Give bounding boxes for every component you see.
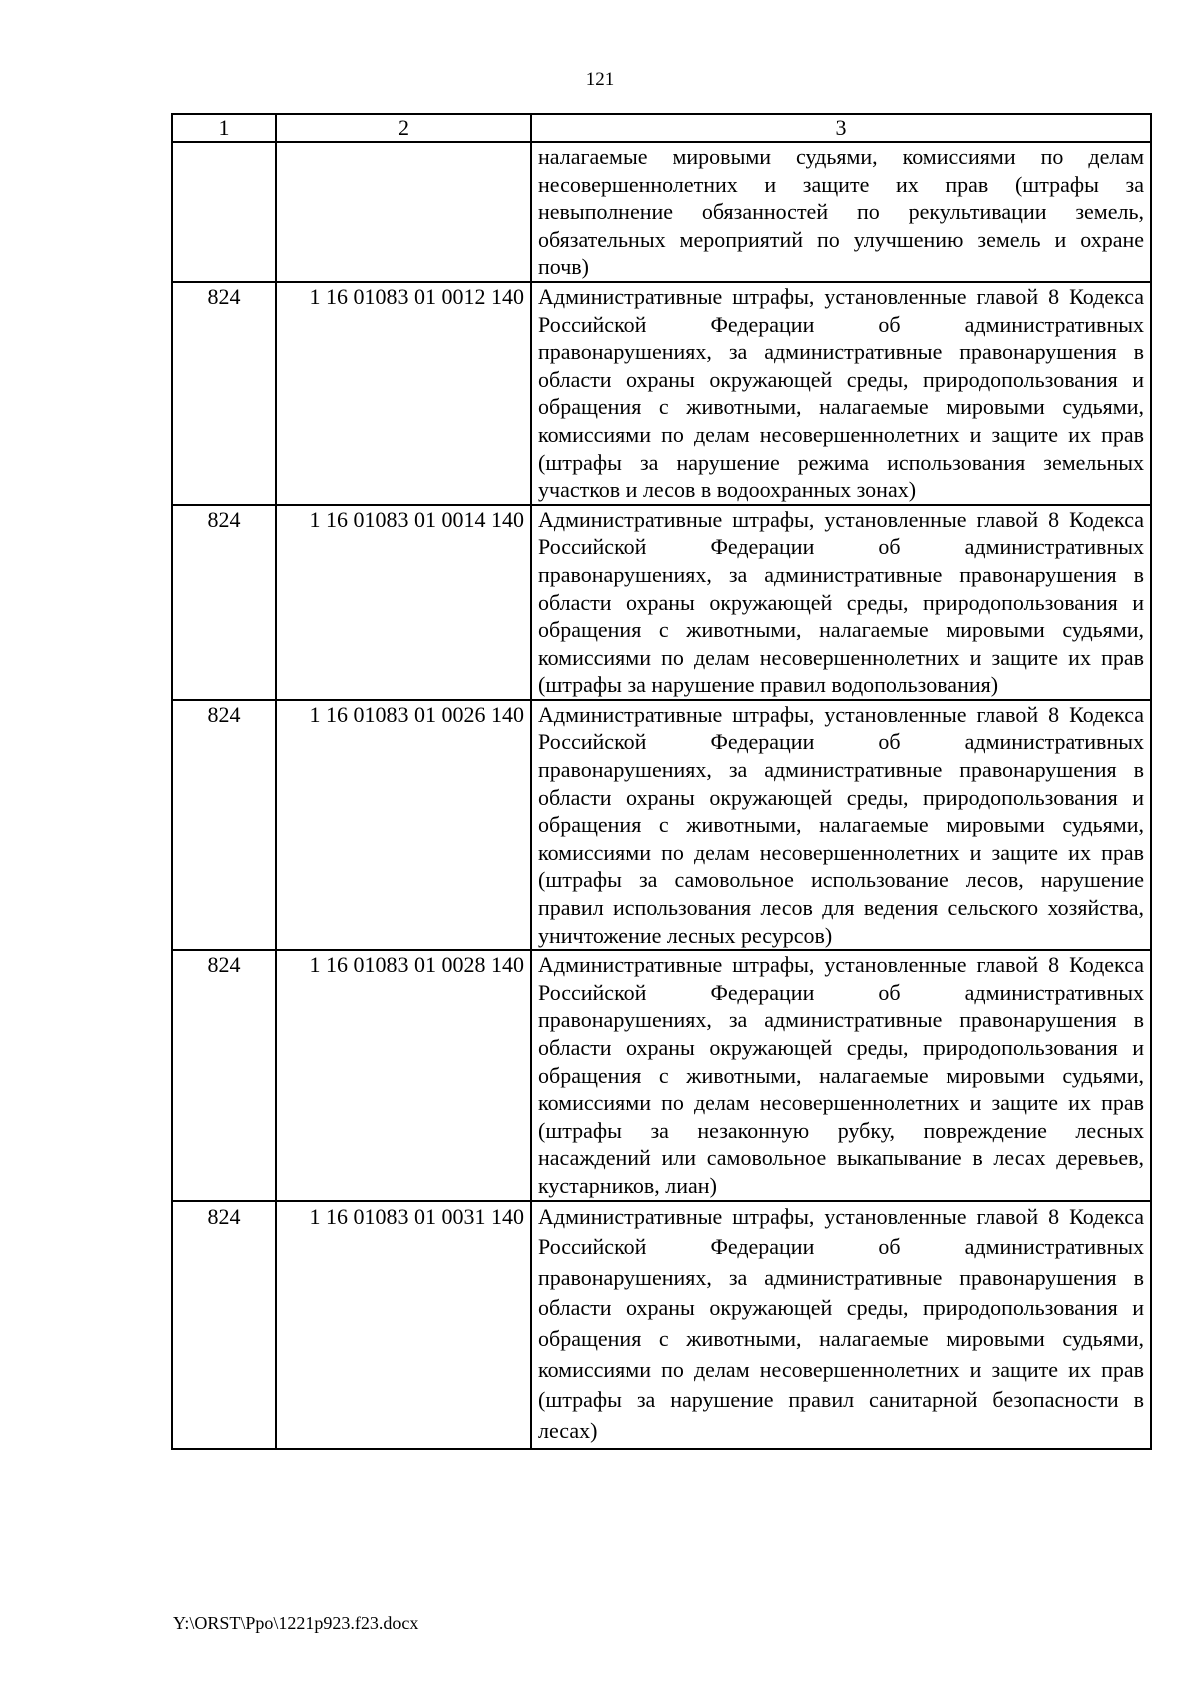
admin-code-cell: 824	[172, 1201, 276, 1450]
table-row-continuation	[172, 142, 1151, 282]
table-header-row	[172, 114, 1151, 142]
table-row	[172, 282, 1151, 505]
budget-code-cell: 1 16 01083 01 0014 140	[276, 505, 531, 700]
table-row	[172, 950, 1151, 1200]
page-number: 121	[585, 69, 615, 90]
admin-code-cell	[172, 142, 276, 282]
description-cell: налагаемые мировыми судьями, комиссиями по делам несовершеннолетних и защите их прав (штрафы за невыполнение обязанностей по рекультивации земель, обязательных мероприятий по улучшению земель и охране почв)	[531, 142, 1151, 282]
budget-codes-table	[171, 113, 1152, 1450]
table-row	[172, 505, 1151, 700]
admin-code-cell: 824	[172, 505, 276, 700]
table-row	[172, 700, 1151, 950]
admin-code-cell: 824	[172, 282, 276, 505]
table-row	[172, 1201, 1151, 1450]
description-cell: Административные штрафы, установленные главой 8 Кодекса Российской Федерации об административных правонарушениях, за административные правонарушения в области охраны окружающей среды, природопользования и обращения с животными, налагаемые мировыми судьями, комиссиями по делам несовершеннолетних и защите их прав (штрафы за незаконную рубку, повреждение лесных насаждений или самовольное выкапывание в лесах деревьев, кустарников, лиан)	[531, 950, 1151, 1200]
column-header-2: 2	[276, 114, 531, 142]
description-cell: Административные штрафы, установленные главой 8 Кодекса Российской Федерации об административных правонарушениях, за административные правонарушения в области охраны окружающей среды, природопользования и обращения с животными, налагаемые мировыми судьями, комиссиями по делам несовершеннолетних и защите их прав (штрафы за самовольное использование лесов, нарушение правил использования лесов для ведения сельского хозяйства, уничтожение лесных ресурсов)	[531, 700, 1151, 950]
budget-code-cell	[276, 142, 531, 282]
budget-code-cell: 1 16 01083 01 0012 140	[276, 282, 531, 505]
description-cell: Административные штрафы, установленные главой 8 Кодекса Российской Федерации об административных правонарушениях, за административные правонарушения в области охраны окружающей среды, природопользования и обращения с животными, налагаемые мировыми судьями, комиссиями по делам несовершеннолетних и защите их прав (штрафы за нарушение правил санитарной безопасности в лесах)	[531, 1201, 1151, 1450]
budget-code-cell: 1 16 01083 01 0028 140	[276, 950, 531, 1200]
footer-file-path: Y:\ORST\Ppo\1221p923.f23.docx	[173, 1613, 419, 1633]
description-cell: Административные штрафы, установленные главой 8 Кодекса Российской Федерации об административных правонарушениях, за административные правонарушения в области охраны окружающей среды, природопользования и обращения с животными, налагаемые мировыми судьями, комиссиями по делам несовершеннолетних и защите их прав (штрафы за нарушение режима использования земельных участков и лесов в водоохранных зонах)	[531, 282, 1151, 505]
budget-code-cell: 1 16 01083 01 0026 140	[276, 700, 531, 950]
admin-code-cell: 824	[172, 950, 276, 1200]
column-header-3: 3	[531, 114, 1151, 142]
description-cell: Административные штрафы, установленные главой 8 Кодекса Российской Федерации об административных правонарушениях, за административные правонарушения в области охраны окружающей среды, природопользования и обращения с животными, налагаемые мировыми судьями, комиссиями по делам несовершеннолетних и защите их прав (штрафы за нарушение правил водопользования)	[531, 505, 1151, 700]
admin-code-cell: 824	[172, 700, 276, 950]
column-header-1: 1	[172, 114, 276, 142]
budget-code-cell: 1 16 01083 01 0031 140	[276, 1201, 531, 1450]
